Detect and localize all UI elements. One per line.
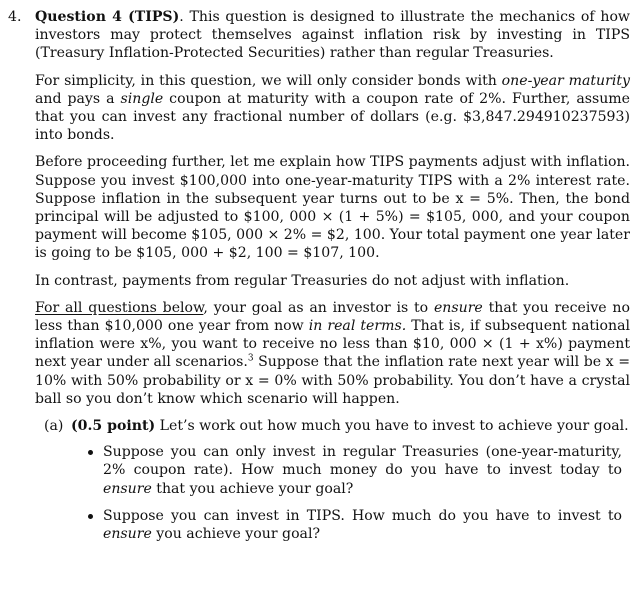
- p1-text-b: and pays a: [35, 90, 121, 107]
- bullet-tips: [103, 507, 630, 543]
- goal-text-c: That is, if subsequent national inflation were x%, you want to receive no less than $10, 000 × (1 + x%) payment next year under all scenarios.: [35, 318, 630, 371]
- p1-text-a: For simplicity, in this question, we will only consider bonds with: [35, 72, 502, 89]
- part-a-points: (0.5 point): [71, 418, 156, 435]
- bullet2-emphasis: ensure: [103, 526, 152, 543]
- paragraph-treasuries-contrast: In contrast, payments from regular Treasuries do not adjust with inflation.: [35, 272, 570, 289]
- p1-emphasis-maturity: one-year maturity: [501, 72, 630, 89]
- question-intro: . This question is designed to illustrate the mechanics of how investors may protect themselves against inflation risk by investing in TIPS (Treasury Inflation-Protected Securities) rather than regular Treasuries.: [35, 9, 630, 62]
- goal-text-b: that you receive no less than $10,000 one year from now: [35, 299, 630, 335]
- paragraph-goal: [35, 299, 630, 408]
- p1-emphasis-single: single: [120, 90, 164, 107]
- bullet2-tail: you achieve your goal?: [151, 526, 321, 543]
- goal-text-a: , your goal as an investor is to: [203, 299, 434, 316]
- paragraph-tips-explanation: Before proceeding further, let me explain how TIPS payments adjust with inflation. Suppose you invest $100,000 into one-year-maturity TIPS with a 2% interest rate. Suppose inflation in the subsequent year turns out to be x = 5%. Then, the bond principal will be adjusted to $100, 000 × (1 + 5%) = $105, 000, and your coupon payment will become $105, 000 × 2% = $2, 100. Your total payment one year later is going to be $105, 000 + $2, 100 = $107, 100.: [35, 154, 631, 262]
- bullet1-emphasis: ensure: [103, 480, 152, 497]
- bullet-treasuries: [103, 443, 630, 498]
- part-a-text: Let’s work out how much you have to invest to achieve your goal.: [155, 418, 629, 435]
- question-header: [8, 8, 630, 63]
- bullet2-text: Suppose you can invest in TIPS. How much do you have to invest to: [103, 507, 622, 524]
- part-a: [8, 417, 630, 435]
- question-title: Question 4 (TIPS): [35, 9, 180, 25]
- goal-emphasis-ensure: ensure: [433, 299, 483, 316]
- part-a-label: (a): [44, 418, 64, 435]
- goal-emphasis-real-terms: in real terms.: [308, 318, 407, 335]
- footnote-marker: 3: [247, 353, 254, 364]
- question-number: 4.: [8, 9, 22, 25]
- bullet1-tail: that you achieve your goal?: [151, 480, 354, 497]
- paragraph-assumptions: [35, 72, 630, 145]
- goal-text-d: Suppose that the inflation rate next year will be x = 10% with 50% probability or x = 0% with 50% probability. You don’t have a crystal ball so you don’t know which scenario will happen.: [35, 354, 631, 407]
- part-a-bullet-list: [8, 443, 630, 543]
- bullet1-text: Suppose you can only invest in regular Treasuries (one-year-maturity, 2% coupon rate). How much money do you have to invest today to: [103, 444, 622, 479]
- p1-text-c: coupon at maturity with a coupon rate of 2%. Further, assume that you can invest any fractional number of dollars (e.g. $3,847.294910237593) into bonds.: [35, 90, 630, 144]
- goal-underlined-text: For all questions below: [35, 299, 204, 316]
